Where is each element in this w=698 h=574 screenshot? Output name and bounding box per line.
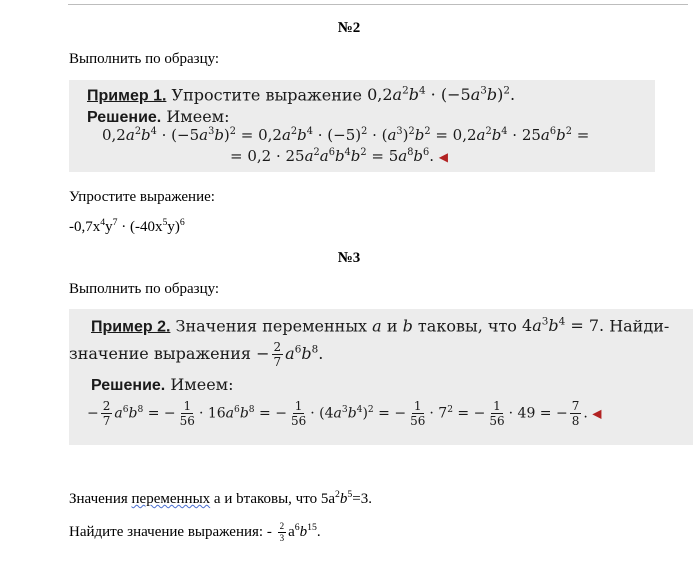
- end-marker-icon: ◀: [592, 406, 602, 421]
- example1-solution-intro: Имеем:: [166, 107, 230, 126]
- example1-box: [69, 80, 655, 172]
- task2-instruction: Выполнить по образцу:: [69, 51, 220, 67]
- example2-label: Пример 2.: [91, 318, 171, 336]
- example2-find: Найди-: [609, 316, 670, 336]
- task3-line1-prefix: Значения: [69, 491, 128, 507]
- task3-instruction: Выполнить по образцу:: [69, 281, 220, 297]
- task3-line1-underlined: переменных: [131, 491, 211, 507]
- example2-box: [69, 309, 693, 445]
- task3-line1-suffix: а и bтаковы, что: [213, 491, 318, 507]
- example2-condition: $4a^3b^4 = 7$.: [522, 316, 605, 336]
- example2-solution-intro: Имеем:: [170, 375, 234, 394]
- example2-statement: Значения переменных: [175, 316, 368, 336]
- example1-solution-step1: $0,2a^2b^4 \cdot (-5a^3b)^2 = 0,2a^2b^4 \cdot (-5)^2 \cdot (a^3)^2b^2 = 0,2a^2b^4 \cdot 25a^6b^2$ =: [102, 126, 590, 144]
- task3-line1: [69, 489, 372, 508]
- example2-solution-label: Решение.: [91, 377, 166, 394]
- example1-statement-line: [87, 85, 515, 105]
- task3-line1-expression: $5a^2b^5=3$.: [320, 489, 372, 507]
- end-marker-icon: ◀: [438, 150, 449, 164]
- top-rule: [68, 4, 688, 5]
- fraction-2-7: $\frac{2}{7}$: [273, 340, 282, 369]
- task3-heading: №3: [337, 250, 361, 266]
- fraction-2-3: $\frac{2}{3}$: [279, 521, 285, 544]
- example2-and: и: [386, 316, 398, 336]
- example1-solution-line: [87, 107, 230, 127]
- example2-value-word: значение выражения: [69, 344, 251, 363]
- task3-line2-text: Найдите значение выражения:: [69, 524, 264, 540]
- task3-line2: [69, 522, 321, 543]
- task2-text: Упростите выражение:: [69, 189, 215, 205]
- example1-solution-label: Решение.: [87, 109, 162, 126]
- example1-label: Пример 1.: [87, 87, 167, 105]
- task3-line2-expression: - $\frac{2}{3}$ $a^6b^{15}$.: [266, 521, 321, 544]
- example2-solution-line: [91, 375, 234, 395]
- example1-solution-step2: = $0,2 \cdot 25a^2a^6b^4b^2 = 5a^8b^6$. ◀: [230, 147, 449, 165]
- example2-such: таковы, что: [417, 316, 517, 336]
- example2-solution-equation: − $\frac{2}{7}$ $a^6b^8$ = − $\frac{1}{56}$ · $16a^6b^8$ = − $\frac{1}{56}$ · $(4a^3b^4)^2$ = − $\frac{1}{56}$ · $7^2$ = − $\frac{1}{56}$ · 49 = − $\frac{7}{8}$ . ◀: [87, 399, 602, 428]
- task2-heading: №2: [337, 20, 361, 36]
- example1-statement: Упростите выражение: [171, 85, 362, 105]
- example2-statement-line: Пример 2. Значения переменных a и b таковы, что $4a^3b^4 = 7$. Найди-: [91, 316, 670, 336]
- example1-expression: $0,2a^2b^4 \cdot (-5a^3b)^2$.: [367, 85, 516, 105]
- task2-expression: $-0,7x^4y^7 \cdot (-40x^5y)^6$: [69, 217, 185, 235]
- example2-value-line: значение выражения − $\frac{2}{7}$ $a^6b^8$.: [69, 340, 324, 369]
